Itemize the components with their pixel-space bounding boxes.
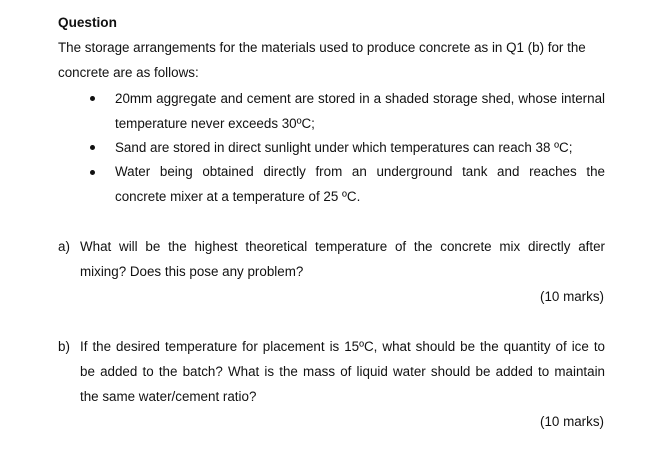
part-line: What will be the highest theoretical temperature of the concrete mix directly after [80,239,605,254]
bullet-icon [90,145,95,150]
question-heading: Question [58,15,117,30]
bullet-icon [90,96,95,101]
part-line: If the desired temperature for placement is 15ºC, what should be the quantity of ice to [80,339,605,354]
marks-label: (10 marks) [540,414,604,429]
part-label: b) [58,339,70,354]
part-line: the same water/cement ratio? [80,389,257,404]
part-line: be added to the batch? What is the mass of liquid water should be added to maintain [80,364,605,379]
part-line: mixing? Does this pose any problem? [80,264,304,279]
list-item-line: concrete mixer at a temperature of 25 ºC. [115,189,361,204]
intro-line-2: concrete are as follows: [58,65,199,80]
intro-line-1: The storage arrangements for the materials used to produce concrete as in Q1 (b) for the [58,40,586,55]
marks-label: (10 marks) [540,289,604,304]
bullet-icon [90,170,95,175]
list-item-line: Water being obtained directly from an underground tank and reaches the [115,164,605,179]
list-item-line: Sand are stored in direct sunlight under which temperatures can reach 38 ºC; [115,140,573,155]
part-label: a) [58,239,70,254]
list-item-line: temperature never exceeds 30ºC; [115,116,315,131]
list-item-line: 20mm aggregate and cement are stored in a shaded storage shed, whose internal [115,91,605,106]
